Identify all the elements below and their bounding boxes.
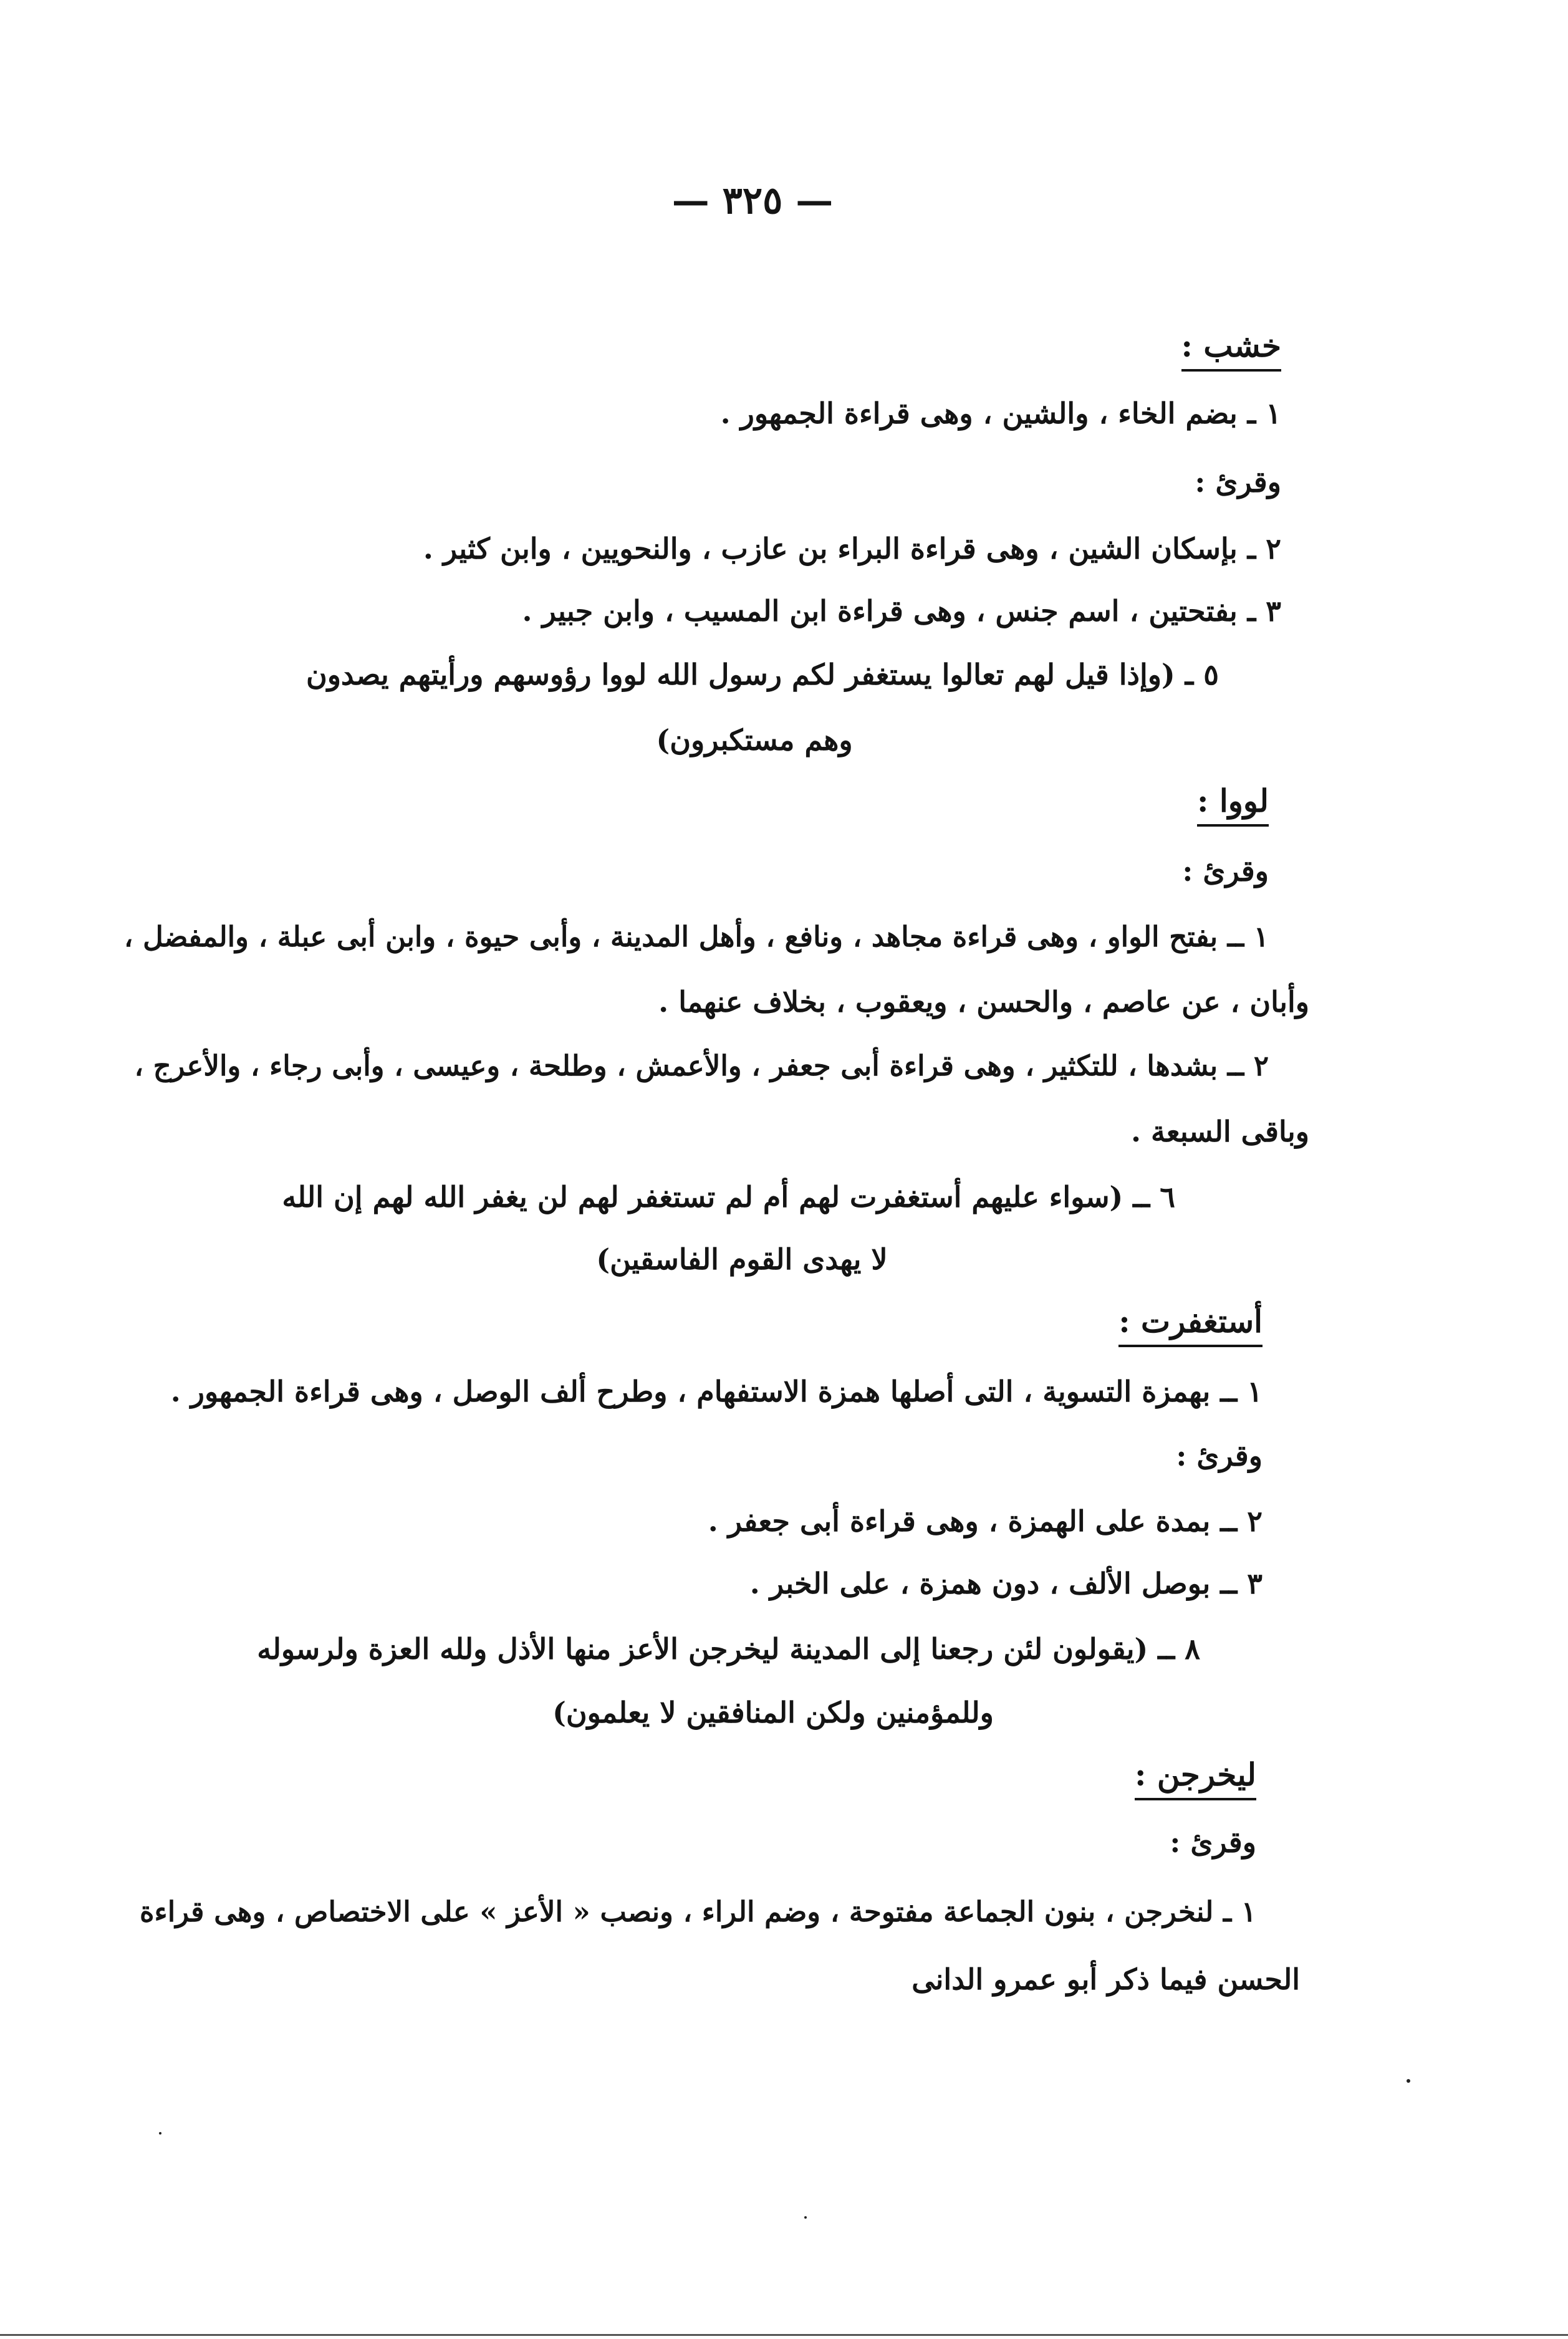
heading-word: أستغفرت : xyxy=(1118,1300,1263,1347)
reading-line: وقرئ : xyxy=(1195,465,1281,499)
verse-line: وللمؤمنين ولكن المنافقين لا يعلمون) xyxy=(552,1696,994,1729)
reading-line: ١ ـ لنخرجن ، بنون الجماعة مفتوحة ، وضم الراء ، ونصب « الأعز » على الاختصاص ، وهى قراءة xyxy=(139,1895,1256,1928)
reading-line: وقرئ : xyxy=(1182,854,1269,888)
reading-line: ٢ ــ بمدة على الهمزة ، وهى قراءة أبى جعفر . xyxy=(708,1504,1263,1538)
reading-line: الحسن فيما ذكر أبو عمرو الدانى xyxy=(911,1962,1300,1996)
section-heading xyxy=(1135,1753,1256,1800)
scan-speck xyxy=(159,2132,161,2135)
verse-line: لا يهدى القوم الفاسقين) xyxy=(596,1242,888,1276)
reading-line: ٢ ـ بإسكان الشين ، وهى قراءة البراء بن عازب ، والنحويين ، وابن كثير . xyxy=(423,532,1281,565)
heading-word: خشب : xyxy=(1181,324,1281,372)
heading-word: ليخرجن : xyxy=(1135,1753,1256,1800)
reading-line: ١ ــ بهمزة التسوية ، التى أصلها همزة الاستفهام ، وطرح ألف الوصل ، وهى قراءة الجمهور . xyxy=(170,1375,1263,1408)
reading-line: ٣ ـ بفتحتين ، اسم جنس ، وهى قراءة ابن المسيب ، وابن جبير . xyxy=(522,594,1281,628)
reading-line: ٣ ــ بوصل الألف ، دون همزة ، على الخبر . xyxy=(749,1567,1263,1600)
scan-speck xyxy=(804,2216,807,2219)
page-number: — ٣٢٥ — xyxy=(671,179,834,223)
bottom-rule xyxy=(0,2334,1568,2336)
section-heading xyxy=(1118,1300,1263,1347)
verse-line: ٨ ــ (يقولون لئن رجعنا إلى المدينة ليخرجن الأعز منها الأذل ولله العزة ولرسوله xyxy=(257,1632,1200,1666)
reading-line: ٢ ــ بشدها ، للتكثير ، وهى قراءة أبى جعفر ، والأعمش ، وطلحة ، وعيسى ، وأبى رجاء ، والأعرج ، xyxy=(134,1049,1269,1082)
reading-line: ١ ـ بضم الخاء ، والشين ، وهى قراءة الجمهور . xyxy=(720,396,1281,430)
verse-line: وهم مستكبرون) xyxy=(656,723,853,757)
reading-line: وقرئ : xyxy=(1170,1825,1256,1859)
reading-line: وأبان ، عن عاصم ، والحسن ، ويعقوب ، بخلاف عنهما . xyxy=(658,985,1309,1019)
verse-line: ٥ ـ (وإذا قيل لهم تعالوا يستغفر لكم رسول الله لووا رؤوسهم ورأيتهم يصدون xyxy=(305,658,1219,691)
section-heading xyxy=(1181,324,1281,372)
section-heading xyxy=(1197,779,1269,827)
reading-line: ١ ــ بفتح الواو ، وهى قراءة مجاهد ، ونافع ، وأهل المدينة ، وأبى حيوة ، وابن أبى عبلة ، والمفضل ، xyxy=(123,920,1269,953)
scan-speck xyxy=(1407,2079,1410,2083)
reading-line: وقرئ : xyxy=(1176,1439,1263,1472)
reading-line: وباقى السبعة . xyxy=(1131,1115,1309,1148)
heading-word: لووا : xyxy=(1197,779,1269,827)
verse-line: ٦ ــ (سواء عليهم أستغفرت لهم أم لم تستغفر لهم لن يغفر الله لهم إن الله xyxy=(282,1180,1175,1214)
